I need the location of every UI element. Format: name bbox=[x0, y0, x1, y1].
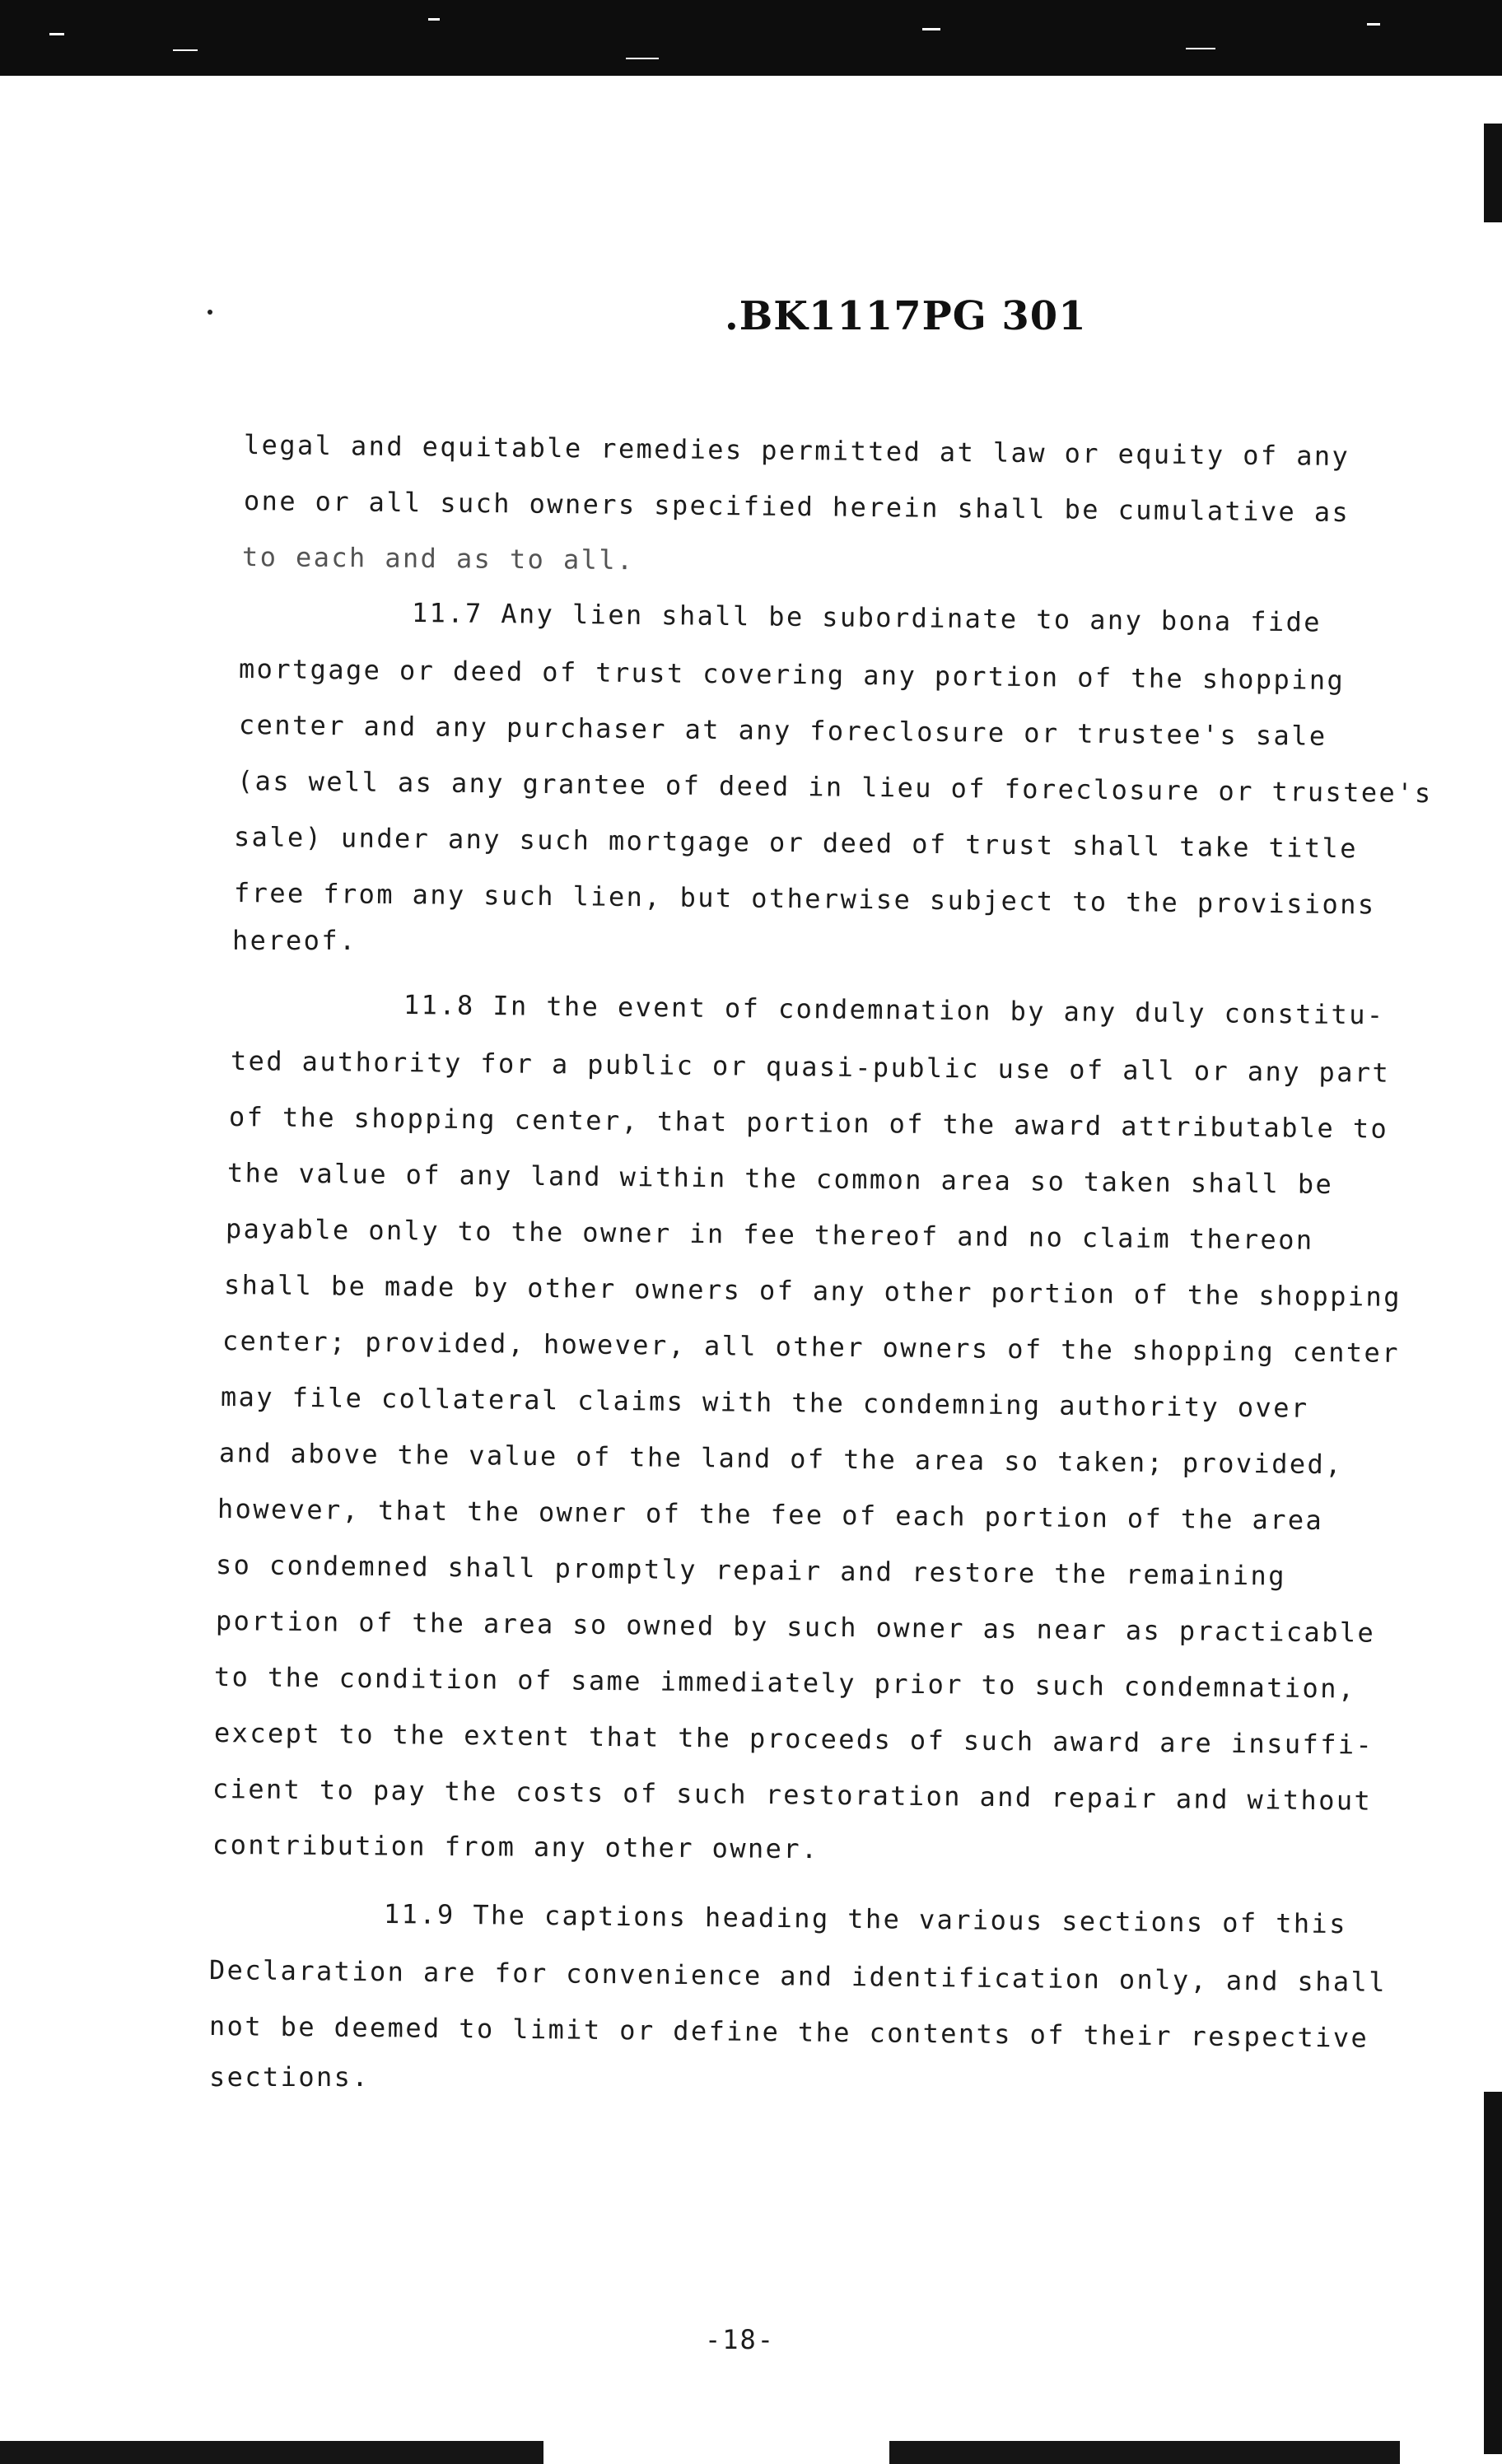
text-line: free from any such lien, but otherwise subject to the provisions bbox=[233, 877, 1376, 921]
text-line: cient to pay the costs of such restoration and repair and without bbox=[212, 1773, 1373, 1817]
text-line: sections. bbox=[209, 2061, 370, 2093]
scan-speck bbox=[922, 28, 940, 30]
scan-speck bbox=[49, 33, 64, 35]
text-line: contribution from any other owner. bbox=[212, 1829, 819, 1865]
text-line: portion of the area so owned by such owner as near as practicable bbox=[215, 1605, 1376, 1649]
text-line: so condemned shall promptly repair and restore the remaining bbox=[215, 1549, 1287, 1592]
text-line: of the shopping center, that portion of the award attributable to bbox=[228, 1101, 1389, 1145]
scan-border-top bbox=[0, 0, 1502, 76]
scan-border-bottom bbox=[889, 2441, 1400, 2464]
scan-dot bbox=[208, 310, 212, 315]
text-line: however, that the owner of the fee of each portion of the area bbox=[217, 1493, 1324, 1537]
text-line: 11.9 The captions heading the various sections of this bbox=[383, 1898, 1348, 1940]
text-line: may file collateral claims with the condemning authority over bbox=[220, 1381, 1309, 1424]
text-line: hereof. bbox=[232, 925, 357, 956]
text-line: to the condition of same immediately prior to such condemnation, bbox=[213, 1661, 1356, 1705]
scan-speck bbox=[428, 18, 440, 21]
scan-border-right bbox=[1484, 2092, 1502, 2454]
text-line: to each and as to all. bbox=[241, 541, 635, 576]
text-line: ted authority for a public or quasi-public use of all or any part bbox=[230, 1045, 1391, 1089]
text-line: shall be made by other owners of any other portion of the shopping bbox=[223, 1269, 1402, 1313]
scan-border-bottom bbox=[0, 2441, 543, 2464]
text-line: mortgage or deed of trust covering any portion of the shopping bbox=[238, 653, 1346, 697]
text-line: center; provided, however, all other owners of the shopping center bbox=[222, 1325, 1401, 1369]
text-line: center and any purchaser at any foreclosure or trustee's sale bbox=[238, 709, 1327, 752]
text-line: 11.7 Any lien shall be subordinate to any bona fide bbox=[411, 597, 1322, 638]
text-line: sale) under any such mortgage or deed of trust shall take title bbox=[233, 821, 1359, 865]
text-line: not be deemed to limit or define the contents of their respective bbox=[208, 2010, 1369, 2054]
scan-border-right bbox=[1484, 124, 1502, 222]
text-line: (as well as any grantee of deed in lieu of foreclosure or trustee's bbox=[236, 765, 1433, 810]
text-line: and above the value of the land of the area so taken; provided, bbox=[218, 1437, 1344, 1481]
book-page-stamp: .BK1117PG 301 bbox=[725, 293, 1087, 339]
text-line: 11.8 In the event of condemnation by any duly constitu- bbox=[403, 989, 1385, 1031]
scan-speck bbox=[1367, 23, 1380, 26]
scan-speck bbox=[173, 49, 198, 51]
scan-speck bbox=[626, 58, 659, 59]
page-number: -18- bbox=[705, 2324, 776, 2355]
text-line: the value of any land within the common area so taken shall be bbox=[226, 1157, 1334, 1201]
text-line: legal and equitable remedies permitted at law or equity of any bbox=[243, 429, 1350, 473]
text-line: except to the extent that the proceeds of such award are insuffi- bbox=[213, 1717, 1374, 1761]
text-line: one or all such owners specified herein shall be cumulative as bbox=[243, 485, 1350, 529]
scan-speck bbox=[1186, 48, 1215, 49]
text-line: payable only to the owner in fee thereof and no claim thereon bbox=[225, 1213, 1314, 1256]
text-line: Declaration are for convenience and identification only, and shall bbox=[208, 1954, 1388, 1998]
